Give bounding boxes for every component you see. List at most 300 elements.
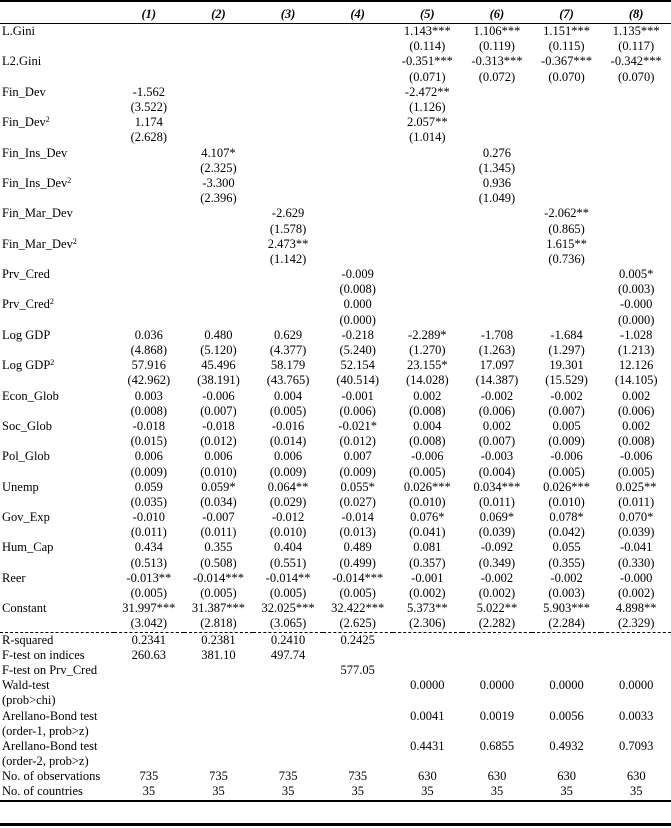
variable-name: Hum_Cap bbox=[2, 540, 54, 555]
standard-error-cell: (2.625) bbox=[339, 616, 376, 631]
standard-error-cell bbox=[323, 221, 393, 236]
statistic-cell bbox=[114, 678, 184, 693]
coefficient-cell bbox=[253, 297, 323, 312]
coefficient-cell bbox=[532, 146, 602, 161]
standard-error-label bbox=[0, 221, 114, 236]
standard-error-cell: (15.529) bbox=[545, 373, 588, 388]
coefficient-cell bbox=[114, 297, 184, 312]
standard-error-cell bbox=[393, 252, 463, 267]
coefficient-row bbox=[0, 571, 671, 586]
statistic-cell bbox=[114, 708, 184, 723]
statistic-cell bbox=[601, 693, 671, 708]
standard-error-cell: (0.015) bbox=[130, 434, 168, 449]
statistic-cell: 630 bbox=[487, 769, 507, 784]
standard-error-cell: (0.330) bbox=[617, 555, 655, 570]
standard-error-label bbox=[0, 100, 114, 115]
standard-error-cell bbox=[601, 130, 671, 145]
coefficient-cell bbox=[393, 237, 463, 252]
coefficient-row bbox=[0, 297, 671, 312]
coefficient-row bbox=[0, 449, 671, 464]
coefficient-cell: -0.342*** bbox=[610, 54, 662, 69]
standard-error-row bbox=[0, 343, 671, 358]
column-header: (8) bbox=[601, 6, 671, 24]
standard-error-label bbox=[0, 464, 114, 479]
standard-error-cell: (0.355) bbox=[548, 555, 585, 570]
standard-error-cell: (0.042) bbox=[548, 525, 585, 540]
standard-error-cell: (14.105) bbox=[614, 373, 658, 388]
standard-error-cell bbox=[323, 100, 393, 115]
coefficient-cell: 0.002 bbox=[622, 418, 651, 433]
variable-name: L2.Gini bbox=[2, 54, 42, 69]
standard-error-label bbox=[0, 616, 114, 632]
coefficient-cell bbox=[462, 206, 532, 221]
coefficient-row bbox=[0, 540, 671, 555]
coefficient-cell: -0.002 bbox=[480, 570, 514, 585]
statistic-cell bbox=[114, 663, 184, 678]
coefficient-cell: 1.143*** bbox=[403, 24, 451, 39]
variable-name: L.Gini bbox=[2, 24, 35, 39]
variable-label bbox=[0, 85, 114, 100]
standard-error-cell bbox=[184, 100, 254, 115]
standard-error-cell: (0.009) bbox=[548, 434, 585, 449]
variable-label bbox=[0, 176, 114, 191]
statistic-row bbox=[0, 632, 671, 648]
coefficient-cell: 58.179 bbox=[270, 358, 306, 373]
coefficient-cell: -0.014*** bbox=[192, 570, 244, 585]
coefficient-cell: 0.081 bbox=[413, 540, 442, 555]
coefficient-cell: -0.018 bbox=[202, 418, 235, 433]
coefficient-row bbox=[0, 85, 671, 100]
standard-error-cell: (2.325) bbox=[200, 160, 237, 175]
column-header: (1) bbox=[114, 6, 184, 24]
coefficient-cell: 0.004 bbox=[413, 418, 442, 433]
coefficient-cell: 52.154 bbox=[340, 358, 375, 373]
standard-error-cell: (0.008) bbox=[409, 403, 446, 418]
statistic-label: No. of countries bbox=[0, 784, 114, 800]
variable-name: Log GDP bbox=[2, 358, 51, 373]
standard-error-cell: (0.006) bbox=[617, 403, 655, 418]
statistic-row bbox=[0, 739, 671, 754]
coefficient-cell: -0.000 bbox=[620, 297, 653, 312]
coefficient-cell: 0.036 bbox=[134, 327, 163, 342]
standard-error-cell: (0.013) bbox=[339, 525, 376, 540]
statistic-cell bbox=[323, 739, 393, 754]
standard-error-cell: (0.508) bbox=[200, 555, 237, 570]
standard-error-cell: (38.191) bbox=[197, 373, 240, 388]
table-top-rule bbox=[0, 0, 671, 2]
statistic-cell: 381.10 bbox=[201, 647, 236, 662]
coefficient-cell: 0.002 bbox=[622, 388, 651, 403]
standard-error-cell: (0.000) bbox=[617, 312, 655, 327]
coefficient-cell: -0.009 bbox=[341, 267, 374, 282]
coefficient-cell bbox=[253, 267, 323, 282]
coefficient-cell bbox=[114, 54, 184, 69]
coefficient-cell bbox=[323, 206, 393, 221]
coefficient-cell: -0.351*** bbox=[401, 54, 453, 69]
coefficient-cell: 31.387*** bbox=[191, 601, 245, 616]
standard-error-cell bbox=[532, 130, 602, 145]
coefficient-cell bbox=[601, 237, 671, 252]
coefficient-cell: -0.000 bbox=[620, 570, 653, 585]
coefficient-cell bbox=[393, 267, 463, 282]
standard-error-cell: (0.010) bbox=[548, 494, 585, 509]
standard-error-label bbox=[0, 586, 114, 601]
coefficient-cell bbox=[601, 176, 671, 191]
coefficient-cell: -0.002 bbox=[480, 388, 514, 403]
statistic-cell: 0.0056 bbox=[549, 708, 584, 723]
coefficient-cell: 0.434 bbox=[134, 540, 163, 555]
standard-error-cell: (3.065) bbox=[269, 616, 307, 631]
coefficient-cell bbox=[462, 237, 532, 252]
coefficient-cell: 1.135*** bbox=[612, 24, 660, 39]
statistic-label: (order-1, prob>z) bbox=[2, 723, 89, 738]
coefficient-row bbox=[0, 358, 671, 373]
coefficient-cell bbox=[184, 297, 254, 312]
standard-error-cell: (14.387) bbox=[475, 373, 519, 388]
coefficient-cell: -0.012 bbox=[271, 510, 305, 525]
coefficient-row bbox=[0, 54, 671, 69]
standard-error-cell: (0.070) bbox=[617, 69, 655, 84]
coefficient-cell: -1.028 bbox=[620, 327, 653, 342]
statistic-cell: 0.0000 bbox=[619, 678, 654, 693]
standard-error-row bbox=[0, 616, 671, 632]
standard-error-cell: (0.002) bbox=[478, 586, 516, 601]
coefficient-cell: 0.076* bbox=[410, 510, 445, 525]
coefficient-cell: 1.174 bbox=[134, 115, 163, 130]
standard-error-cell: (2.282) bbox=[478, 616, 516, 631]
variable-name: Pol_Glob bbox=[2, 449, 50, 464]
coefficient-cell: 0.002 bbox=[413, 388, 442, 403]
standard-error-cell: (0.034) bbox=[200, 494, 237, 509]
standard-error-cell: (0.513) bbox=[130, 555, 168, 570]
coefficient-row bbox=[0, 419, 671, 434]
coefficient-cell: 0.055 bbox=[552, 540, 581, 555]
coefficient-cell bbox=[184, 54, 254, 69]
statistic-cell: 260.63 bbox=[131, 647, 166, 662]
statistic-cell: 35 bbox=[253, 784, 323, 800]
standard-error-cell: (0.736) bbox=[548, 251, 585, 266]
standard-error-row bbox=[0, 221, 671, 236]
coefficient-cell: 0.026*** bbox=[403, 479, 451, 494]
statistic-label: Wald-test bbox=[2, 678, 50, 693]
variable-name: Prv_Cred bbox=[2, 297, 50, 312]
statistic-cell bbox=[253, 754, 323, 769]
variable-label bbox=[0, 115, 114, 130]
coefficient-row bbox=[0, 176, 671, 191]
standard-error-cell: (0.011) bbox=[130, 525, 167, 540]
coefficient-cell bbox=[253, 115, 323, 130]
standard-error-cell: (0.003) bbox=[548, 586, 585, 601]
standard-error-cell bbox=[184, 282, 254, 297]
standard-error-cell: (0.009) bbox=[269, 464, 307, 479]
coefficient-row bbox=[0, 480, 671, 495]
coefficient-cell bbox=[323, 85, 393, 100]
coefficient-cell: 1.151*** bbox=[543, 24, 590, 39]
statistic-cell bbox=[253, 693, 323, 708]
coefficient-cell: -0.021* bbox=[338, 418, 377, 433]
statistic-cell: 0.0033 bbox=[619, 708, 654, 723]
coefficient-cell: -0.002 bbox=[550, 388, 583, 403]
standard-error-cell bbox=[393, 313, 463, 328]
statistic-cell bbox=[184, 708, 254, 723]
standard-error-cell bbox=[532, 313, 602, 328]
coefficient-cell bbox=[114, 24, 184, 40]
statistic-cell bbox=[462, 724, 532, 739]
coefficient-cell: 0.006 bbox=[274, 449, 303, 464]
column-header: (2) bbox=[184, 6, 254, 24]
coefficient-row bbox=[0, 24, 671, 40]
coefficient-cell: 5.373** bbox=[407, 601, 448, 616]
statistic-cell: 35 bbox=[114, 784, 184, 800]
coefficient-cell: 0.059 bbox=[134, 479, 163, 494]
variable-name: Unemp bbox=[2, 479, 39, 494]
standard-error-cell bbox=[532, 191, 602, 206]
statistic-cell bbox=[253, 739, 323, 754]
coefficient-cell: -0.313*** bbox=[471, 54, 523, 69]
statistic-cell: 0.2381 bbox=[184, 632, 254, 648]
coefficient-cell bbox=[184, 206, 254, 221]
standard-error-cell: (0.005) bbox=[269, 403, 307, 418]
coefficient-cell bbox=[184, 115, 254, 130]
statistic-cell: 630 bbox=[557, 769, 576, 784]
variable-name: Econ_Glob bbox=[2, 388, 59, 403]
coefficient-cell bbox=[462, 297, 532, 312]
statistic-label: Arellano-Bond test bbox=[2, 708, 98, 723]
standard-error-cell: (0.119) bbox=[478, 39, 515, 54]
standard-error-cell: (5.120) bbox=[200, 343, 237, 358]
standard-error-cell: (0.007) bbox=[478, 434, 516, 449]
coefficient-cell bbox=[323, 237, 393, 252]
standard-error-cell bbox=[184, 130, 254, 145]
standard-error-cell: (0.011) bbox=[618, 494, 655, 509]
standard-error-cell bbox=[114, 282, 184, 297]
coefficient-cell: 32.422*** bbox=[331, 601, 385, 616]
statistic-cell bbox=[462, 663, 532, 678]
statistic-row bbox=[0, 724, 671, 739]
standard-error-cell: (0.008) bbox=[409, 434, 446, 449]
coefficient-row bbox=[0, 389, 671, 404]
standard-error-cell bbox=[462, 252, 532, 267]
coefficient-cell: 0.059* bbox=[201, 479, 236, 494]
standard-error-row bbox=[0, 404, 671, 419]
variable-name: Reer bbox=[2, 570, 26, 585]
statistic-cell: 0.4932 bbox=[549, 738, 584, 753]
standard-error-cell: (0.114) bbox=[409, 39, 446, 54]
statistic-cell bbox=[114, 693, 184, 708]
coefficient-cell bbox=[253, 85, 323, 100]
coefficient-cell bbox=[184, 267, 254, 282]
variable-superscript: 2 bbox=[67, 175, 72, 185]
coefficient-row bbox=[0, 146, 671, 161]
coefficient-cell bbox=[462, 85, 532, 100]
coefficient-cell: 5.022** bbox=[476, 601, 518, 616]
standard-error-cell: (4.868) bbox=[130, 343, 168, 358]
standard-error-cell bbox=[601, 161, 671, 176]
standard-error-cell bbox=[323, 70, 393, 85]
standard-error-cell bbox=[114, 161, 184, 176]
statistic-cell bbox=[184, 754, 254, 769]
standard-error-cell: (0.014) bbox=[269, 434, 307, 449]
standard-error-cell: (0.009) bbox=[130, 464, 168, 479]
column-header: (5) bbox=[393, 6, 463, 24]
coefficient-cell: 0.002 bbox=[482, 418, 511, 433]
standard-error-label bbox=[0, 404, 114, 419]
statistic-cell: 35 bbox=[462, 784, 532, 800]
statistic-cell: 0.0000 bbox=[549, 678, 584, 693]
standard-error-label bbox=[0, 313, 114, 328]
statistic-row bbox=[0, 708, 671, 723]
standard-error-cell: (0.551) bbox=[269, 555, 307, 570]
statistic-cell bbox=[393, 754, 463, 769]
standard-error-cell bbox=[253, 282, 323, 297]
coefficient-cell bbox=[532, 297, 602, 312]
column-header: (4) bbox=[323, 6, 393, 24]
standard-error-cell: (0.010) bbox=[200, 464, 237, 479]
coefficient-cell bbox=[323, 115, 393, 130]
coefficient-cell bbox=[601, 206, 671, 221]
standard-error-row bbox=[0, 495, 671, 510]
standard-error-cell: (0.029) bbox=[269, 494, 307, 509]
statistic-row bbox=[0, 769, 671, 784]
statistic-cell: 0.4431 bbox=[410, 738, 445, 753]
coefficient-cell bbox=[114, 237, 184, 252]
variable-label bbox=[0, 601, 114, 616]
coefficient-cell: 32.025*** bbox=[261, 601, 315, 616]
coefficient-row bbox=[0, 267, 671, 282]
statistic-cell bbox=[532, 632, 602, 648]
coefficient-cell: -2.289* bbox=[408, 327, 447, 342]
standard-error-label bbox=[0, 130, 114, 145]
variable-name: Gov_Exp bbox=[2, 510, 50, 525]
statistic-cell: 0.6855 bbox=[479, 738, 515, 753]
standard-error-cell: (0.499) bbox=[339, 555, 376, 570]
standard-error-cell: (1.213) bbox=[617, 343, 655, 358]
variable-superscript: 2 bbox=[72, 236, 77, 246]
standard-error-cell: (2.306) bbox=[409, 616, 446, 631]
coefficient-cell: 0.025** bbox=[615, 479, 657, 494]
statistic-cell bbox=[601, 648, 671, 663]
standard-error-cell: (0.010) bbox=[409, 494, 446, 509]
variable-name: Constant bbox=[2, 601, 47, 616]
standard-error-cell: (0.041) bbox=[409, 525, 446, 540]
standard-error-cell: (0.115) bbox=[548, 39, 585, 54]
statistic-cell bbox=[601, 663, 671, 678]
coefficient-cell: -2.062** bbox=[544, 206, 589, 221]
standard-error-row bbox=[0, 130, 671, 145]
standard-error-cell bbox=[601, 100, 671, 115]
statistic-row bbox=[0, 693, 671, 708]
coefficient-cell: 4.107* bbox=[201, 145, 236, 160]
statistic-label: Arellano-Bond test bbox=[2, 738, 98, 753]
statistic-cell bbox=[532, 648, 602, 663]
standard-error-cell: (0.011) bbox=[200, 525, 237, 540]
standard-error-cell: (0.004) bbox=[478, 464, 516, 479]
statistic-cell: 0.0000 bbox=[479, 678, 515, 693]
standard-error-cell: (1.345) bbox=[478, 160, 516, 175]
coefficient-cell: -0.041 bbox=[620, 540, 653, 555]
coefficient-cell: -0.006 bbox=[620, 449, 653, 464]
standard-error-cell: (0.011) bbox=[478, 494, 515, 509]
coefficient-cell: -1.708 bbox=[480, 327, 514, 342]
standard-error-cell: (0.002) bbox=[617, 586, 655, 601]
coefficient-cell bbox=[532, 85, 602, 100]
coefficient-row bbox=[0, 115, 671, 130]
standard-error-cell: (1.014) bbox=[409, 130, 446, 145]
standard-error-cell: (14.028) bbox=[405, 373, 449, 388]
coefficient-cell bbox=[114, 206, 184, 221]
standard-error-cell bbox=[253, 161, 323, 176]
coefficient-cell bbox=[253, 176, 323, 191]
standard-error-cell: (0.005) bbox=[409, 464, 446, 479]
statistic-cell: 630 bbox=[417, 769, 437, 784]
coefficient-cell bbox=[323, 146, 393, 161]
variable-label bbox=[0, 328, 114, 343]
statistic-cell bbox=[253, 724, 323, 739]
standard-error-cell: (0.007) bbox=[200, 403, 237, 418]
coefficient-cell: 5.903*** bbox=[543, 601, 590, 616]
coefficient-cell bbox=[393, 176, 463, 191]
standard-error-cell: (0.072) bbox=[478, 69, 516, 84]
standard-error-cell bbox=[114, 191, 184, 206]
statistic-cell bbox=[323, 648, 393, 663]
variable-superscript: 2 bbox=[49, 297, 54, 307]
standard-error-cell bbox=[114, 313, 184, 328]
coefficient-cell bbox=[114, 146, 184, 161]
standard-error-cell: (0.012) bbox=[200, 434, 237, 449]
variable-label bbox=[0, 358, 114, 373]
statistic-cell: 0.0019 bbox=[479, 708, 515, 723]
coefficient-cell: 0.936 bbox=[482, 175, 511, 190]
statistic-cell bbox=[184, 693, 254, 708]
standard-error-cell bbox=[601, 252, 671, 267]
standard-error-cell bbox=[601, 191, 671, 206]
statistic-cell: 0.2425 bbox=[323, 632, 393, 648]
standard-error-cell bbox=[532, 161, 602, 176]
standard-error-cell bbox=[253, 70, 323, 85]
coefficient-cell: -0.007 bbox=[202, 510, 235, 525]
statistic-cell bbox=[114, 754, 184, 769]
statistic-cell bbox=[532, 724, 602, 739]
coefficient-cell: -0.092 bbox=[480, 540, 514, 555]
standard-error-cell bbox=[601, 221, 671, 236]
coefficient-cell: -0.218 bbox=[341, 327, 374, 342]
variable-superscript: 2 bbox=[45, 115, 50, 125]
standard-error-cell bbox=[462, 100, 532, 115]
standard-error-label bbox=[0, 495, 114, 510]
standard-error-cell: (0.005) bbox=[200, 586, 237, 601]
standard-error-cell: (1.263) bbox=[478, 343, 516, 358]
standard-error-cell bbox=[393, 161, 463, 176]
coefficient-cell: 19.301 bbox=[549, 358, 584, 373]
standard-error-cell bbox=[253, 100, 323, 115]
statistic-cell bbox=[462, 648, 532, 663]
coefficient-cell: 0.006 bbox=[134, 449, 163, 464]
statistic-cell: 35 bbox=[323, 784, 393, 800]
variable-name: Soc_Glob bbox=[2, 418, 52, 433]
statistic-label: (order-2, prob>z) bbox=[2, 754, 89, 769]
standard-error-label bbox=[0, 282, 114, 297]
coefficient-cell bbox=[462, 267, 532, 282]
statistic-cell bbox=[323, 708, 393, 723]
statistic-cell bbox=[462, 754, 532, 769]
standard-error-row bbox=[0, 586, 671, 601]
coefficient-cell bbox=[601, 115, 671, 130]
coefficient-cell: -0.001 bbox=[411, 570, 444, 585]
standard-error-cell bbox=[323, 130, 393, 145]
variable-label bbox=[0, 267, 114, 282]
coefficient-cell bbox=[253, 146, 323, 161]
statistic-label: No. of observations bbox=[2, 769, 101, 784]
